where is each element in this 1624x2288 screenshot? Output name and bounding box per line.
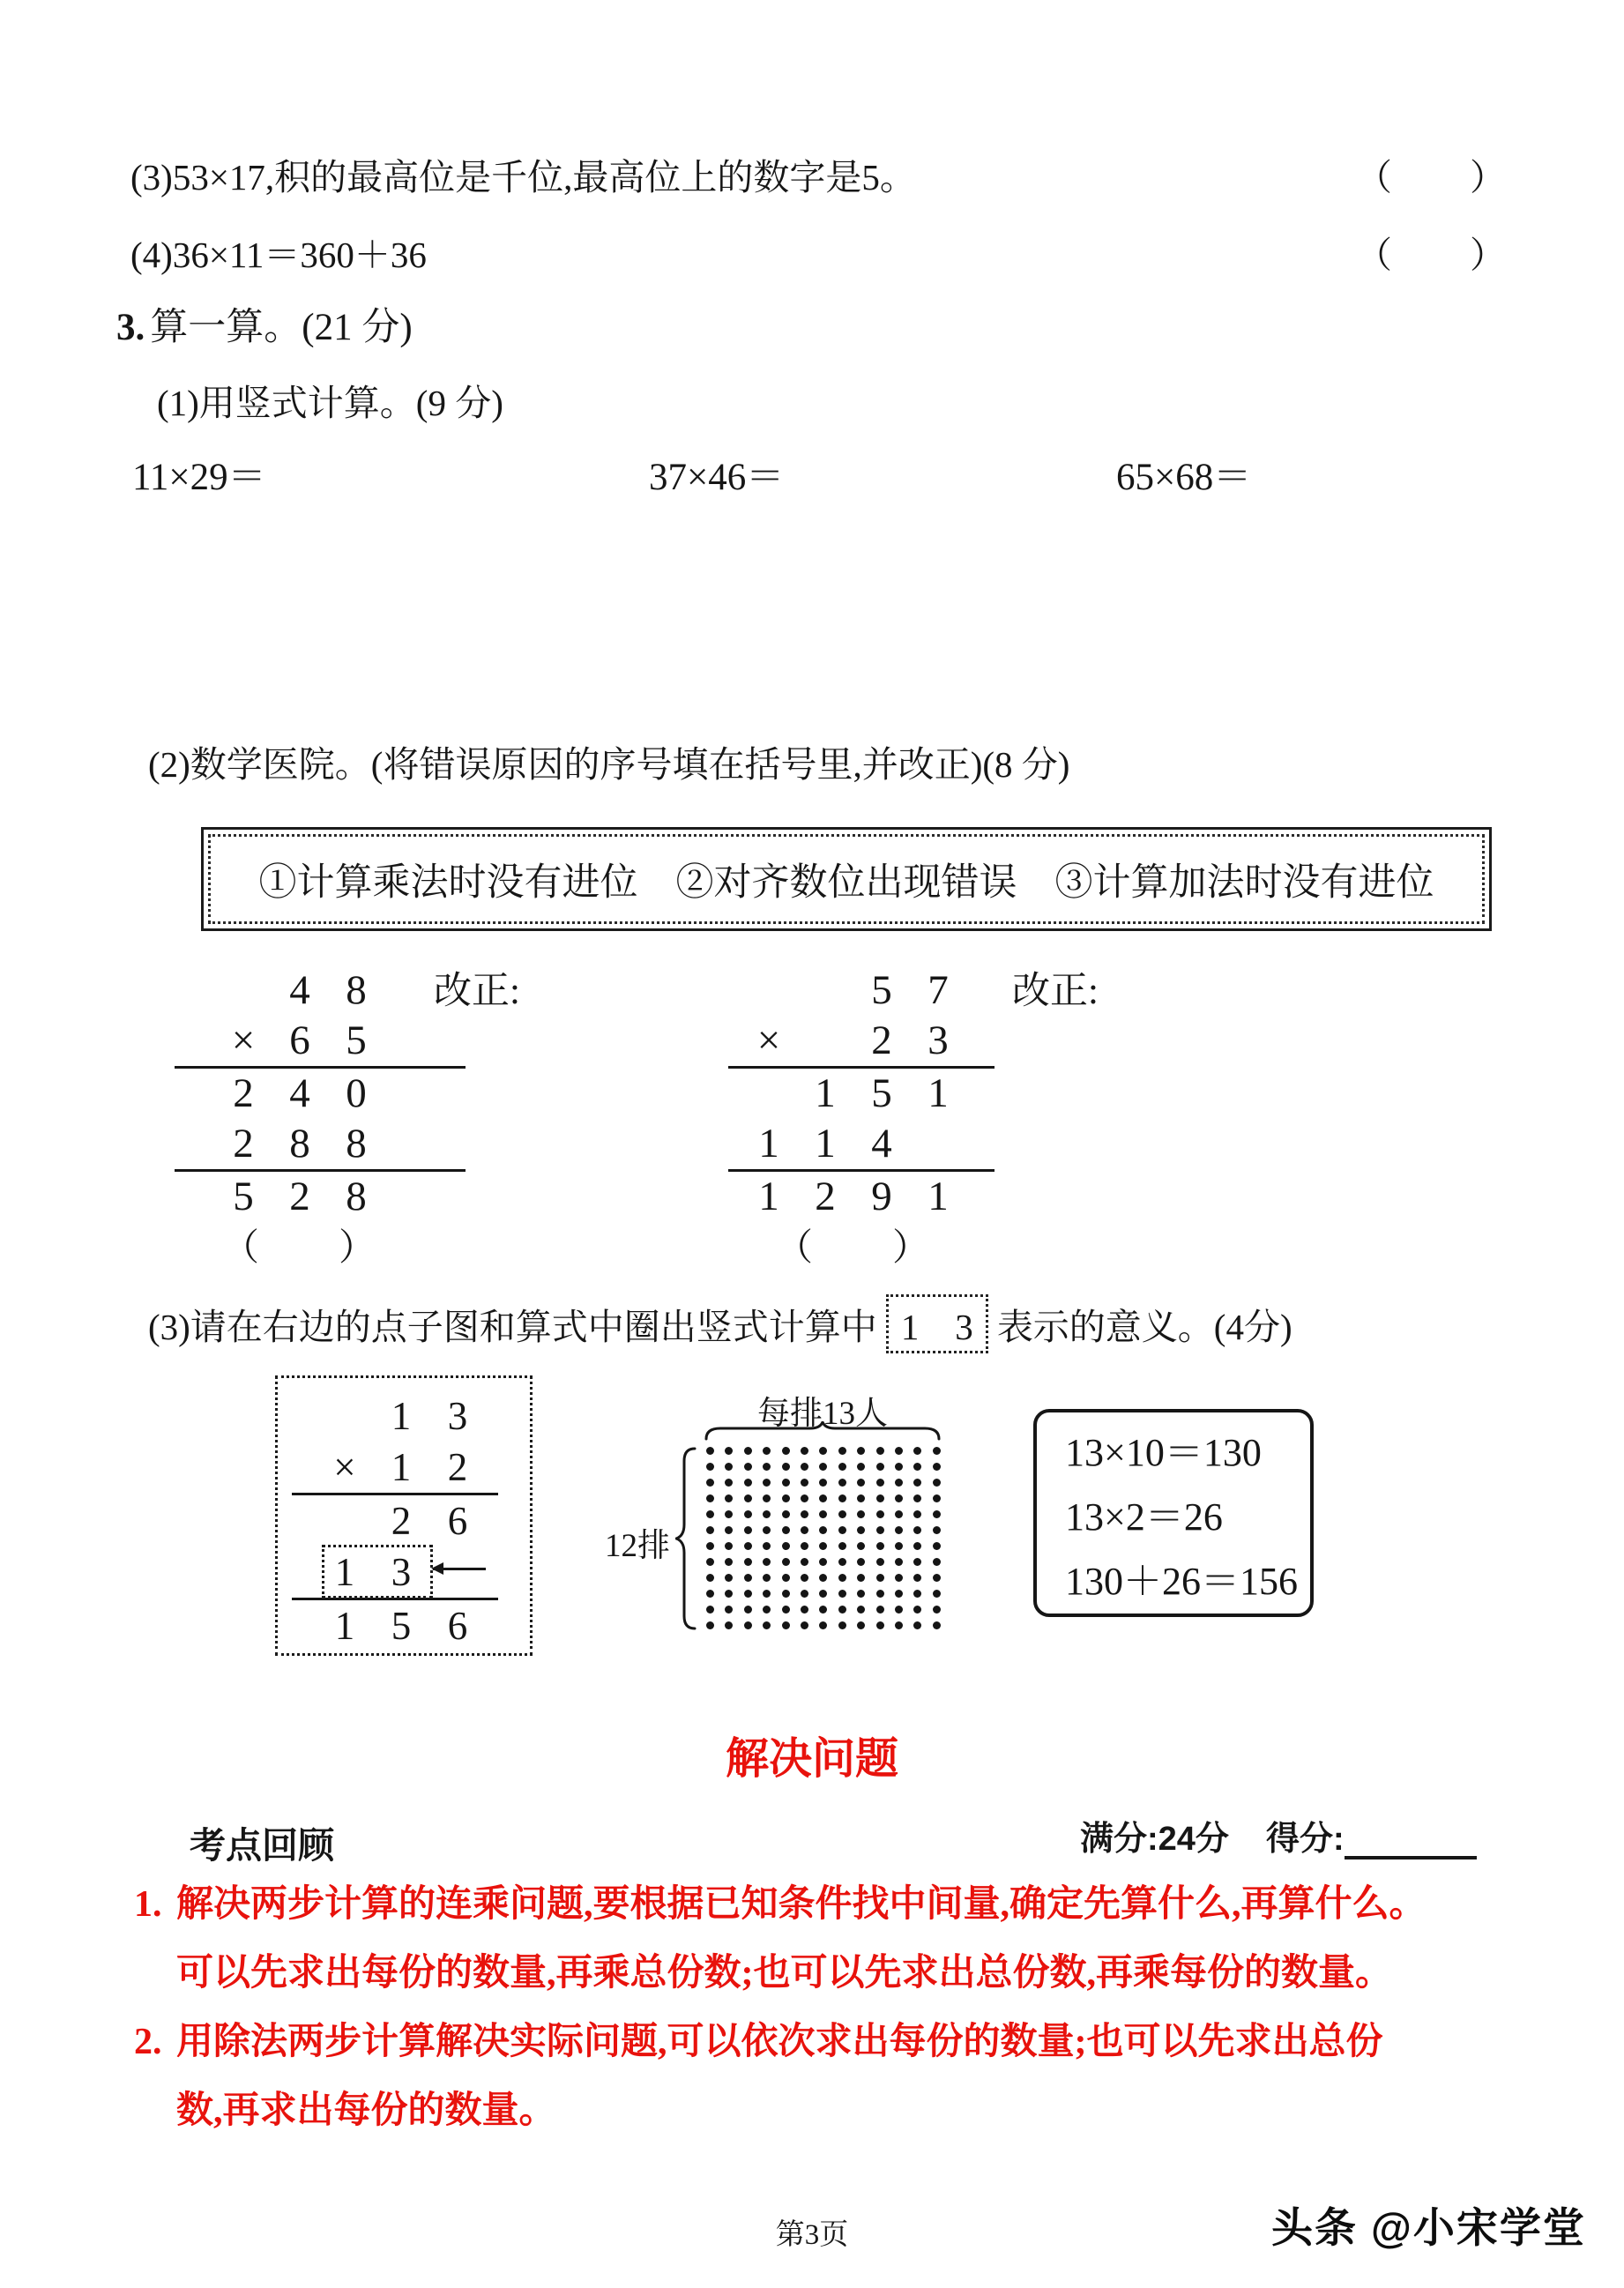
dot <box>763 1447 771 1455</box>
dot <box>933 1526 941 1534</box>
exercise-1: 11×29＝ <box>132 457 266 498</box>
review-note-2 <box>134 2019 1383 2065</box>
calc-digit: 2 <box>391 1499 412 1543</box>
brace-left-icon <box>675 1447 697 1630</box>
dot <box>725 1542 733 1550</box>
calc-digit <box>910 1119 966 1169</box>
dot <box>895 1558 903 1566</box>
review-label: 考点回顾 <box>190 1825 334 1866</box>
dot <box>744 1558 752 1566</box>
dot <box>876 1590 884 1598</box>
dot <box>913 1447 921 1455</box>
dot <box>857 1574 865 1582</box>
calc-digit: 1 <box>758 1121 779 1166</box>
dot <box>801 1606 808 1614</box>
dot <box>725 1463 733 1471</box>
question-3-part2: (2)数学医院。(将错误原因的序号填在括号里,并改正)(8 分) <box>148 744 1070 785</box>
dot <box>876 1558 884 1566</box>
correction-label-left: 改正: <box>434 971 520 1012</box>
review-note-1-cont <box>176 1950 1392 1996</box>
dot <box>819 1463 827 1471</box>
dot <box>876 1463 884 1471</box>
dot <box>933 1574 941 1582</box>
dot <box>763 1510 771 1518</box>
calc-row <box>317 1442 486 1493</box>
dot <box>876 1526 884 1534</box>
dot <box>913 1479 921 1487</box>
calc-left-answer-blank: （ ） <box>221 1228 377 1269</box>
dot <box>706 1574 714 1582</box>
dot <box>933 1510 941 1518</box>
calc-digit <box>797 1016 853 1066</box>
dot <box>857 1479 865 1487</box>
calc-digit: × <box>231 1017 256 1063</box>
got-score-label: 得分: <box>1265 1821 1345 1858</box>
error-reasons-box <box>201 827 1492 931</box>
demo-calc-dotted-box <box>275 1375 533 1656</box>
equations-box <box>1033 1409 1314 1617</box>
note-1-line-1: 解决两步计算的连乘问题,要根据已知条件找中间量,确定先算什么,再算什么。 <box>176 1884 1427 1925</box>
part3-text-pre: (3)请在右边的点子图和算式中圈出竖式计算中 <box>148 1307 877 1347</box>
calc-digit: 5 <box>391 1604 412 1648</box>
dot <box>725 1606 733 1614</box>
dot <box>838 1574 846 1582</box>
dot <box>838 1463 846 1471</box>
calc-digit: 6 <box>289 1017 310 1063</box>
dot <box>838 1526 846 1534</box>
calc-digit: 1 <box>927 1070 949 1116</box>
calc-digit: 8 <box>346 1174 367 1219</box>
calc-row <box>741 965 966 1016</box>
dot <box>782 1574 790 1582</box>
calc-digit: 3 <box>391 1550 412 1594</box>
dot <box>782 1558 790 1566</box>
dot <box>876 1542 884 1550</box>
calc-digit: 1 <box>391 1394 412 1438</box>
correction-label-right: 改正: <box>1012 971 1099 1012</box>
calc-digit <box>741 1069 797 1119</box>
section-title: 解决问题 <box>725 1735 898 1783</box>
vertical-calc-48x65 <box>215 965 384 1222</box>
dot <box>706 1606 714 1614</box>
dot <box>725 1510 733 1518</box>
vertical-calc-57x23 <box>741 965 966 1222</box>
exercise-3: 65×68＝ <box>1116 457 1252 498</box>
dot <box>913 1590 921 1598</box>
dot <box>801 1447 808 1455</box>
dot <box>725 1526 733 1534</box>
dot <box>744 1621 752 1629</box>
calc-row <box>741 1016 966 1066</box>
dot <box>895 1526 903 1534</box>
dot <box>725 1590 733 1598</box>
dot <box>782 1494 790 1502</box>
dot <box>933 1463 941 1471</box>
calc-digit: 0 <box>346 1070 367 1116</box>
score-blank-line <box>1345 1822 1477 1859</box>
dot <box>838 1479 846 1487</box>
dot <box>706 1621 714 1629</box>
dot <box>876 1606 884 1614</box>
calc-digit: 4 <box>289 1070 310 1116</box>
dot <box>933 1590 941 1598</box>
dot <box>744 1447 752 1455</box>
calc-digit: 1 <box>391 1445 412 1489</box>
dot <box>744 1590 752 1598</box>
dot <box>819 1558 827 1566</box>
dot <box>933 1558 941 1566</box>
calc-digit: 1 <box>815 1070 836 1116</box>
dot <box>801 1526 808 1534</box>
note-2-line-2: 数,再求出每份的数量。 <box>176 2091 556 2131</box>
dot <box>782 1526 790 1534</box>
dot <box>876 1479 884 1487</box>
dot <box>763 1526 771 1534</box>
dot <box>819 1574 827 1582</box>
calc-digit: 1 <box>927 1174 949 1219</box>
calc-row <box>215 1172 384 1222</box>
calc-digit: 4 <box>871 1121 892 1166</box>
dot <box>838 1494 846 1502</box>
score-line <box>1080 1811 1477 1859</box>
dot <box>913 1510 921 1518</box>
dot <box>913 1463 921 1471</box>
dot <box>913 1526 921 1534</box>
dot <box>933 1606 941 1614</box>
calc-row <box>215 1016 384 1066</box>
calc-digit: 4 <box>289 967 310 1013</box>
judge-item-4-num: (4) <box>130 235 173 275</box>
dot <box>801 1494 808 1502</box>
dot <box>744 1606 752 1614</box>
dot <box>895 1479 903 1487</box>
question-3-part3 <box>148 1294 1292 1353</box>
calc-digit: 3 <box>447 1394 468 1438</box>
dot <box>895 1606 903 1614</box>
calc-digit: 8 <box>289 1121 310 1166</box>
calc-row <box>317 1600 486 1651</box>
dot <box>857 1542 865 1550</box>
calc-row <box>317 1390 486 1442</box>
dot <box>763 1606 771 1614</box>
dot <box>895 1447 903 1455</box>
judge-item-3 <box>130 155 916 199</box>
calc-digit: 2 <box>289 1174 310 1219</box>
dot <box>857 1606 865 1614</box>
dot <box>744 1542 752 1550</box>
note-2-line-1: 用除法两步计算解决实际问题,可以依次求出每份的数量;也可以先求出总份 <box>176 2022 1383 2062</box>
judge-item-4-text: 36×11＝360＋36 <box>172 235 427 275</box>
part3-text-post: 表示的意义。(4分) <box>996 1307 1292 1347</box>
circled-13-box <box>322 1545 433 1599</box>
dot <box>801 1590 808 1598</box>
calc-row <box>741 1069 966 1119</box>
dot <box>838 1447 846 1455</box>
calc-digit <box>215 965 272 1016</box>
note-1-number: 1. <box>134 1884 162 1925</box>
calc-digit: × <box>333 1445 356 1489</box>
calc-digit <box>317 1495 373 1546</box>
dot <box>744 1463 752 1471</box>
page-number: 第3页 <box>775 2219 849 2251</box>
dot <box>913 1574 921 1582</box>
dot <box>763 1590 771 1598</box>
dot <box>725 1621 733 1629</box>
highlight-13-box: 1 3 <box>886 1294 988 1353</box>
dot <box>876 1494 884 1502</box>
dot <box>933 1479 941 1487</box>
dot <box>895 1621 903 1629</box>
question-3-number: 3. <box>116 307 145 348</box>
dot <box>913 1621 921 1629</box>
calc-digit: 6 <box>447 1604 468 1648</box>
dot <box>933 1494 941 1502</box>
dot <box>706 1447 714 1455</box>
note-1-line-2: 可以先求出每份的数量,再乘总份数;也可以先求出总份数,再乘每份的数量。 <box>176 1953 1392 1994</box>
equation-1: 13×10＝130 <box>1065 1431 1262 1474</box>
calc-digit: 2 <box>233 1070 254 1116</box>
dot <box>876 1621 884 1629</box>
dot <box>744 1494 752 1502</box>
full-score-label: 满分:24分 <box>1080 1821 1229 1858</box>
dot <box>763 1542 771 1550</box>
dot <box>895 1542 903 1550</box>
calc-digit: 1 <box>758 1174 779 1219</box>
dot <box>876 1510 884 1518</box>
dot <box>706 1526 714 1534</box>
dot <box>819 1542 827 1550</box>
dot <box>782 1606 790 1614</box>
equation-3: 130＋26＝156 <box>1065 1560 1298 1603</box>
dot <box>819 1447 827 1455</box>
dot <box>763 1479 771 1487</box>
dot <box>763 1574 771 1582</box>
dot <box>782 1590 790 1598</box>
calc-digit <box>797 965 853 1016</box>
calc-digit: 3 <box>927 1017 949 1063</box>
calc-digit: 1 <box>334 1550 355 1594</box>
dot <box>838 1510 846 1518</box>
dot <box>706 1590 714 1598</box>
dot <box>801 1574 808 1582</box>
dot <box>744 1526 752 1534</box>
dot <box>819 1494 827 1502</box>
calc-digit: 1 <box>815 1121 836 1166</box>
calc-digit: 5 <box>871 967 892 1013</box>
calc-digit: 8 <box>346 967 367 1013</box>
dot <box>744 1574 752 1582</box>
dot <box>763 1558 771 1566</box>
dot-grid <box>706 1447 941 1629</box>
dot <box>819 1510 827 1518</box>
dot <box>819 1479 827 1487</box>
review-note-1 <box>134 1882 1427 1927</box>
calc-digit: 9 <box>871 1174 892 1219</box>
calc-row <box>741 1119 966 1169</box>
dot <box>706 1542 714 1550</box>
dot <box>782 1447 790 1455</box>
dot <box>857 1558 865 1566</box>
dot <box>895 1574 903 1582</box>
dot <box>857 1510 865 1518</box>
dot <box>933 1542 941 1550</box>
dot <box>933 1447 941 1455</box>
dot <box>706 1494 714 1502</box>
dot <box>895 1463 903 1471</box>
calc-digit: 5 <box>346 1017 367 1063</box>
judge-item-3-answer-blank: （ ） <box>1356 157 1508 197</box>
calc-row <box>741 1172 966 1222</box>
dot <box>725 1447 733 1455</box>
dot <box>838 1558 846 1566</box>
dot <box>763 1621 771 1629</box>
dot <box>819 1590 827 1598</box>
calc-row <box>215 1069 384 1119</box>
dot <box>782 1621 790 1629</box>
calc-digit: 2 <box>447 1445 468 1489</box>
dot <box>838 1621 846 1629</box>
dot <box>838 1590 846 1598</box>
dot <box>857 1463 865 1471</box>
calc-row <box>215 965 384 1016</box>
dot <box>725 1574 733 1582</box>
dot <box>876 1574 884 1582</box>
dot <box>763 1463 771 1471</box>
dot <box>706 1479 714 1487</box>
dot <box>725 1479 733 1487</box>
dot <box>725 1494 733 1502</box>
question-3-title <box>116 305 413 351</box>
dot <box>838 1606 846 1614</box>
calc-digit: × <box>756 1017 781 1063</box>
dot <box>819 1621 827 1629</box>
calc-digit: 2 <box>815 1174 836 1219</box>
dot <box>706 1510 714 1518</box>
dot <box>857 1526 865 1534</box>
question-3-part1: (1)用竖式计算。(9 分) <box>157 383 503 423</box>
question-3-title-text: 算一算。(21 分) <box>150 307 413 348</box>
dot <box>857 1590 865 1598</box>
calc-digit: 2 <box>871 1017 892 1063</box>
dot <box>801 1479 808 1487</box>
dot <box>801 1510 808 1518</box>
dot <box>819 1526 827 1534</box>
dot <box>895 1590 903 1598</box>
dot <box>838 1542 846 1550</box>
equation-2: 13×2＝26 <box>1065 1495 1223 1539</box>
dot <box>857 1494 865 1502</box>
judge-item-3-num: (3) <box>130 157 173 197</box>
vertical-calc-13x12 <box>317 1390 486 1651</box>
calc-digit: 5 <box>871 1070 892 1116</box>
left-arrow-icon <box>433 1568 486 1570</box>
judge-item-3-text: 53×17,积的最高位是千位,最高位上的数字是5。 <box>172 157 916 197</box>
dot <box>913 1542 921 1550</box>
dot <box>876 1447 884 1455</box>
calc-digit: 1 <box>334 1604 355 1648</box>
dot <box>763 1494 771 1502</box>
dot-grid-left-label: 12排 <box>605 1528 670 1564</box>
dot <box>913 1494 921 1502</box>
dot <box>782 1463 790 1471</box>
dot <box>933 1621 941 1629</box>
calc-digit: 2 <box>233 1121 254 1166</box>
dot <box>801 1463 808 1471</box>
dot <box>706 1463 714 1471</box>
dot <box>782 1542 790 1550</box>
dot <box>913 1558 921 1566</box>
dot <box>744 1479 752 1487</box>
dot <box>782 1479 790 1487</box>
error-reasons-text: ①计算乘法时没有进位 ②对齐数位出现错误 ③计算加法时没有进位 <box>258 861 1434 904</box>
dot <box>706 1558 714 1566</box>
calc-digit: 6 <box>447 1499 468 1543</box>
note-2-number: 2. <box>134 2022 162 2062</box>
dot <box>819 1606 827 1614</box>
dot <box>895 1494 903 1502</box>
exercise-2: 37×46＝ <box>649 457 785 498</box>
dot <box>725 1558 733 1566</box>
calc-row <box>317 1495 486 1546</box>
dot-grid-top-label: 每排13人 <box>757 1396 888 1432</box>
brace-top-icon <box>704 1421 941 1441</box>
calc-digit: 7 <box>927 967 949 1013</box>
dot <box>895 1510 903 1518</box>
watermark-text: 头条 @小宋学堂 <box>1271 2204 1586 2251</box>
review-note-2-cont <box>176 2088 556 2134</box>
dot <box>801 1558 808 1566</box>
judge-item-4-answer-blank: （ ） <box>1356 235 1508 275</box>
dot <box>782 1510 790 1518</box>
dot <box>801 1621 808 1629</box>
dot <box>744 1510 752 1518</box>
calc-digit: 8 <box>346 1121 367 1166</box>
calc-row <box>215 1119 384 1169</box>
dot <box>857 1447 865 1455</box>
judge-item-4 <box>130 233 427 277</box>
calc-digit: 5 <box>233 1174 254 1219</box>
calc-digit <box>741 965 797 1016</box>
dot <box>801 1542 808 1550</box>
dot <box>913 1606 921 1614</box>
calc-digit <box>317 1390 373 1442</box>
calc-right-answer-blank: （ ） <box>775 1228 931 1269</box>
dot <box>857 1621 865 1629</box>
